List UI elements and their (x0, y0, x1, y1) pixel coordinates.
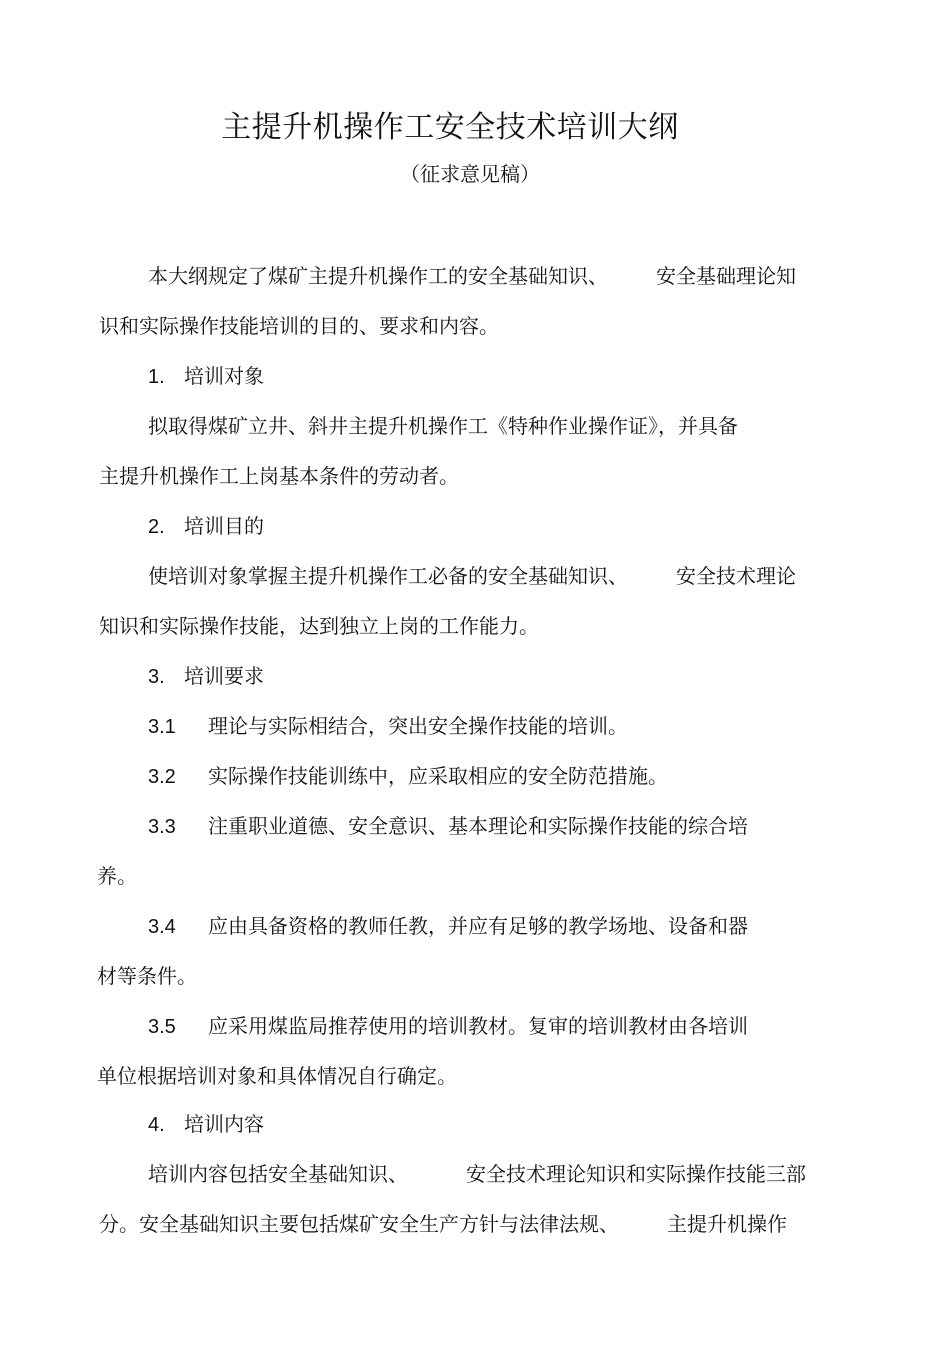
section-heading-3 (148, 662, 264, 691)
paragraph-purpose-line-2: 知识和实际操作技能，达到独立上岗的工作能力。 (99, 614, 539, 638)
text-segment: 培训内容包括安全基础知识、 (148, 1162, 408, 1186)
item-number: 3.4 (148, 916, 176, 938)
section-number: 3. (148, 666, 165, 688)
document-title: 主提升机操作工安全技术培训大纲 (221, 110, 679, 145)
item-number: 3.3 (148, 816, 176, 838)
section-heading-4 (148, 1110, 264, 1139)
section-number: 1. (148, 366, 165, 388)
requirement-3-3 (148, 812, 748, 841)
paragraph-target-line-1: 拟取得煤矿立井、斜井主提升机操作工《特种作业操作证》，并具备 (148, 414, 738, 438)
paragraph-intro-line-2: 识和实际操作技能培训的目的、要求和内容。 (99, 314, 499, 338)
requirement-3-4-continued: 材等条件。 (97, 964, 197, 988)
text-segment: 本大纲规定了煤矿主提升机操作工的安全基础知识、 (148, 264, 608, 288)
paragraph-content-line-2 (99, 1210, 787, 1238)
requirement-3-5 (148, 1012, 748, 1041)
item-text: 理论与实际相结合，突出安全操作技能的培训。 (208, 714, 628, 738)
item-text: 应采用煤监局推荐使用的培训教材。复审的培训教材由各培训 (208, 1014, 748, 1038)
section-number: 2. (148, 516, 165, 538)
section-heading-1 (148, 362, 264, 391)
text-segment: 安全技术理论知识和实际操作技能三部 (466, 1162, 806, 1186)
paragraph-purpose-line-1 (148, 562, 796, 590)
text-segment: 安全技术理论 (676, 564, 796, 588)
item-text: 应由具备资格的教师任教，并应有足够的教学场地、设备和器 (208, 914, 748, 938)
section-label: 培训目的 (184, 514, 264, 538)
requirement-3-5-continued: 单位根据培训对象和具体情况自行确定。 (97, 1064, 457, 1088)
section-heading-2 (148, 512, 264, 541)
paragraph-target-line-2: 主提升机操作工上岗基本条件的劳动者。 (99, 464, 459, 488)
item-text: 实际操作技能训练中，应采取相应的安全防范措施。 (208, 764, 668, 788)
requirement-3-4 (148, 912, 748, 941)
item-number: 3.1 (148, 716, 176, 738)
text-segment: 主提升机操作 (667, 1212, 787, 1236)
section-label: 培训对象 (184, 364, 264, 388)
section-label: 培训要求 (184, 664, 264, 688)
section-number: 4. (148, 1114, 165, 1136)
text-segment: 安全基础理论知 (656, 264, 796, 288)
item-text: 注重职业道德、安全意识、基本理论和实际操作技能的综合培 (208, 814, 748, 838)
requirement-3-1 (148, 712, 628, 741)
requirement-3-3-continued: 养。 (97, 864, 137, 888)
item-number: 3.2 (148, 766, 176, 788)
paragraph-content-line-1 (148, 1160, 806, 1188)
section-label: 培训内容 (184, 1112, 264, 1136)
item-number: 3.5 (148, 1016, 176, 1038)
document-subtitle: （征求意见稿） (400, 162, 540, 186)
requirement-3-2 (148, 762, 668, 791)
text-segment: 分。安全基础知识主要包括煤矿安全生产方针与法律法规、 (99, 1212, 619, 1236)
text-segment: 使培训对象掌握主提升机操作工必备的安全基础知识、 (148, 564, 628, 588)
paragraph-intro-line-1 (148, 262, 796, 290)
